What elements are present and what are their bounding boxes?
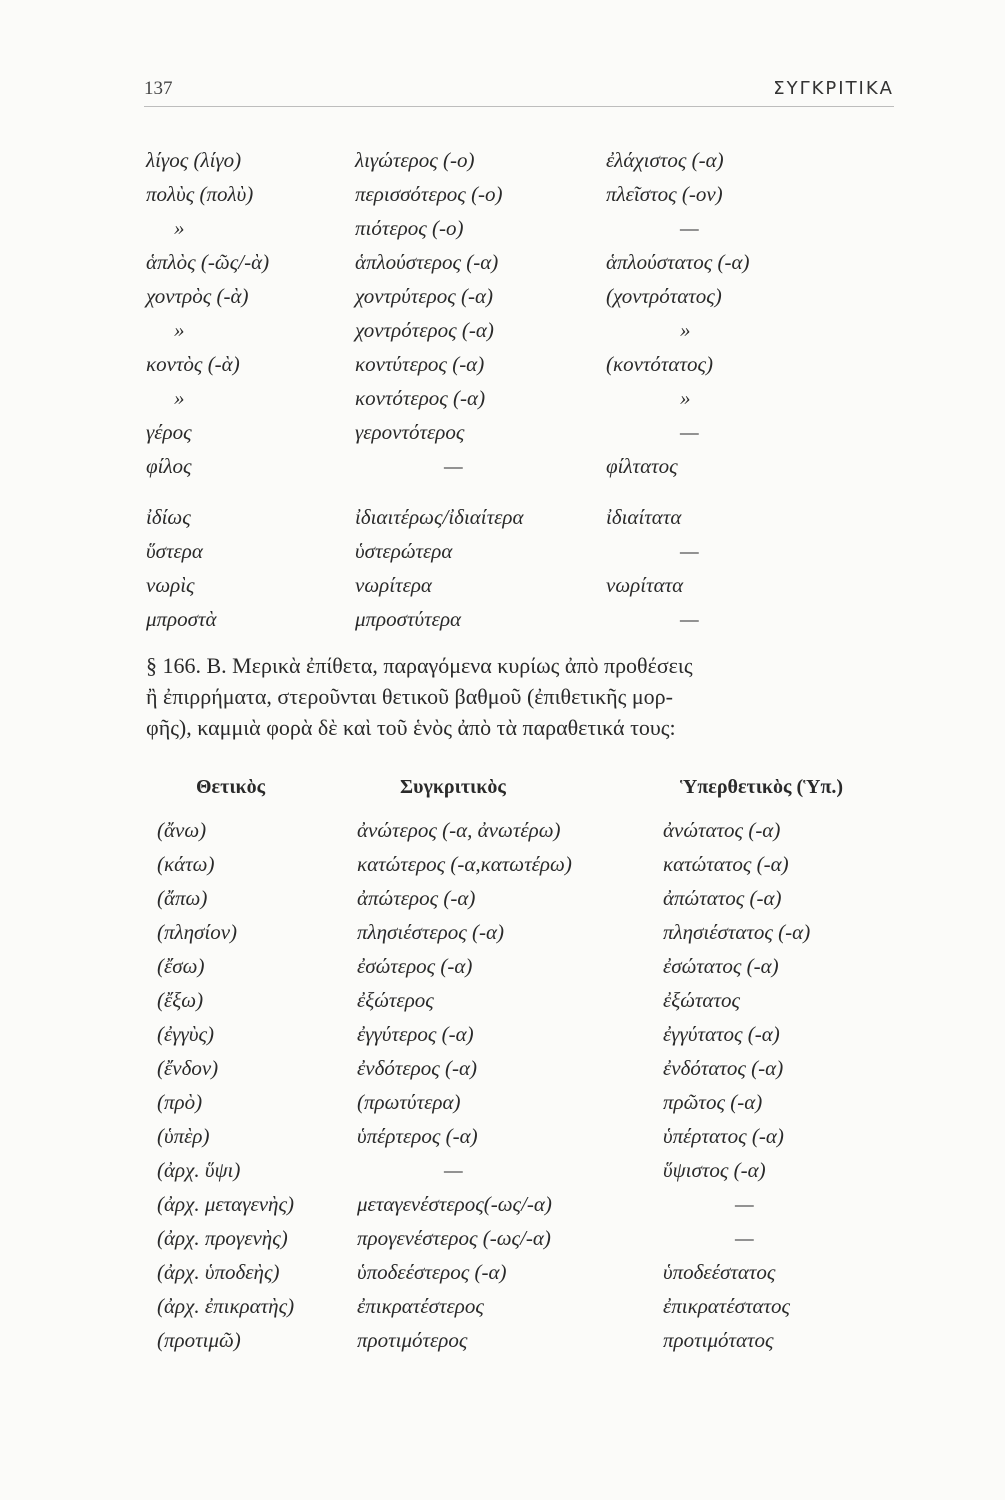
superlative-cell: ἐσώτατος (-α)	[663, 954, 779, 978]
comparative-cell: πιότερος (-ο)	[355, 216, 464, 240]
page-header	[144, 72, 894, 107]
positive-cell: φίλος	[146, 454, 192, 478]
comparative-cell: ἐπικρατέστερος	[357, 1294, 484, 1318]
header-positive: Θετικὸς	[196, 776, 266, 798]
comparative-cell: χοντρότερος (-α)	[355, 318, 494, 342]
positive-cell: πολὺς (πολὺ)	[146, 182, 254, 206]
superlative-cell: (κοντότατος)	[606, 352, 713, 376]
superlative-cell: ἐνδότατος (-α)	[663, 1056, 784, 1080]
superlative-cell: κατώτατος (-α)	[663, 852, 789, 876]
comparative-cell: κοντότερος (-α)	[355, 386, 486, 410]
superlative-cell: »	[680, 386, 691, 410]
positive-cell: (ἀρχ. προγενὴς)	[157, 1226, 288, 1250]
positive-cell: (ὑπὲρ)	[157, 1124, 210, 1148]
positive-cell: »	[174, 386, 185, 410]
paragraph-line: ἢ ἐπιρρήματα, στεροῦνται θετικοῦ βαθμοῦ (ἐπιθετικῆς μορ-	[146, 684, 673, 709]
section-paragraph	[146, 650, 898, 743]
positive-cell: (ἀρχ. ὕψι)	[157, 1158, 241, 1182]
superlative-cell: —	[680, 420, 699, 444]
positive-cell: (ἄνω)	[157, 818, 207, 842]
superlative-cell: πλησιέστατος (-α)	[663, 920, 811, 944]
superlative-cell: —	[680, 216, 699, 240]
positive-cell: (ἐγγὺς)	[157, 1022, 214, 1046]
page-number: 137	[144, 78, 173, 99]
comparative-cell: λιγώτερος (-ο)	[355, 148, 475, 172]
comparative-cell: νωρίτερα	[355, 573, 432, 597]
positive-cell: (ἀρχ. ὑποδεὴς)	[157, 1260, 280, 1284]
superlative-cell: »	[680, 318, 691, 342]
comparative-cell: χοντρύτερος (-α)	[355, 284, 493, 308]
positive-cell: ἰδίως	[146, 505, 191, 529]
superlative-cell: ἐξώτατος	[663, 988, 740, 1012]
positive-cell: »	[174, 318, 185, 342]
positive-cell: λίγος (λίγο)	[146, 148, 242, 172]
superlative-cell: νωρίτατα	[606, 573, 684, 597]
positive-cell: (πρὸ)	[157, 1090, 203, 1114]
comparative-cell: (πρωτύτερα)	[357, 1090, 461, 1114]
paragraph-line: § 166. Β. Μερικὰ ἐπίθετα, παραγόμενα κυρίως ἀπὸ προθέσεις	[146, 653, 693, 678]
comparative-cell: μπροστύτερα	[355, 607, 462, 631]
positive-cell: (κάτω)	[157, 852, 215, 876]
superlative-cell: ἀπώτατος (-α)	[663, 886, 782, 910]
superlative-cell: ὕψιστος (-α)	[663, 1158, 766, 1182]
comparative-cell: ἐγγύτερος (-α)	[357, 1022, 474, 1046]
positive-cell: (ἄπω)	[157, 886, 208, 910]
positive-cell: (ἔσω)	[157, 954, 205, 978]
running-title: ΣΥΓΚΡΙΤΙΚΑ	[773, 78, 894, 99]
comparative-cell: ὑπέρτερος (-α)	[357, 1124, 478, 1148]
comparative-cell: κατώτερος (-α,κατωτέρω)	[357, 852, 572, 876]
positive-cell: »	[174, 216, 185, 240]
positive-cell: ἁπλὸς (-ῶς/-ὰ)	[146, 250, 270, 274]
superlative-cell: πρῶτος (-α)	[663, 1090, 763, 1114]
superlative-cell: ὑπέρτατος (-α)	[663, 1124, 784, 1148]
comparative-cell: ὑστερώτερα	[355, 539, 453, 563]
superlative-cell: ἐλάχιστος (-α)	[606, 148, 724, 172]
superlative-cell: —	[680, 607, 699, 631]
comparative-cell: ἀπώτερος (-α)	[357, 886, 476, 910]
comparative-cell: ἐνδότερος (-α)	[357, 1056, 478, 1080]
superlative-cell: —	[735, 1192, 754, 1216]
positive-cell: (ἀρχ. μεταγενὴς)	[157, 1192, 294, 1216]
superlative-cell: —	[680, 539, 699, 563]
positive-cell: (προτιμῶ)	[157, 1328, 241, 1352]
positive-cell: (ἔξω)	[157, 988, 204, 1012]
positive-cell: κοντὸς (-ὰ)	[146, 352, 240, 376]
superlative-cell: ἀνώτατος (-α)	[663, 818, 781, 842]
comparative-cell: ὑποδεέστερος (-α)	[357, 1260, 507, 1284]
positive-cell: (ἔνδον)	[157, 1056, 219, 1080]
positive-cell: (πλησίον)	[157, 920, 238, 944]
comparative-cell: πλησιέστερος (-α)	[357, 920, 504, 944]
header-superlative: Ὑπερθετικὸς (Ὑπ.)	[680, 776, 844, 798]
paragraph-line: φῆς), καμμιὰ φορὰ δὲ καὶ τοῦ ἑνὸς ἀπὸ τὰ παραθετικά τους:	[146, 715, 676, 740]
comparative-cell: ἀνώτερος (-α, ἀνωτέρω)	[357, 818, 561, 842]
superlative-cell: ἰδιαίτατα	[606, 505, 682, 529]
comparative-cell: μεταγενέστερος(-ως/-α)	[357, 1192, 552, 1216]
header-comparative: Συγκριτικὸς	[400, 776, 506, 798]
superlative-cell: ἐγγύτατος (-α)	[663, 1022, 780, 1046]
superlative-cell: προτιμότατος	[663, 1328, 774, 1352]
superlative-cell: ἁπλούστατος (-α)	[606, 250, 750, 274]
comparative-cell: —	[444, 454, 463, 478]
comparative-cell: ἁπλούστερος (-α)	[355, 250, 499, 274]
positive-cell: χοντρὸς (-ὰ)	[146, 284, 249, 308]
superlative-cell: (χοντρότατος)	[606, 284, 722, 308]
positive-cell: (ἀρχ. ἐπικρατὴς)	[157, 1294, 295, 1318]
superlative-cell: ὑποδεέστατος	[663, 1260, 776, 1284]
comparative-cell: προτιμότερος	[357, 1328, 468, 1352]
comparative-cell: προγενέστερος (-ως/-α)	[357, 1226, 551, 1250]
comparative-cell: ἰδιαιτέρως/ἰδιαίτερα	[355, 505, 524, 529]
comparative-cell: περισσότερος (-ο)	[355, 182, 503, 206]
positive-cell: ὕστερα	[146, 539, 203, 563]
positive-cell: γέρος	[146, 420, 192, 444]
superlative-cell: —	[735, 1226, 754, 1250]
comparative-cell: γεροντότερος	[355, 420, 465, 444]
superlative-cell: πλεῖστος (-ον)	[606, 182, 723, 206]
superlative-cell: ἐπικρατέστατος	[663, 1294, 791, 1318]
comparative-cell: ἐσώτερος (-α)	[357, 954, 473, 978]
positive-cell: μπροστὰ	[146, 607, 217, 631]
comparative-cell: —	[444, 1158, 463, 1182]
comparative-cell: ἐξώτερος	[357, 988, 434, 1012]
comparative-cell: κοντύτερος (-α)	[355, 352, 485, 376]
superlative-cell: φίλτατος	[606, 454, 678, 478]
positive-cell: νωρὶς	[146, 573, 195, 597]
